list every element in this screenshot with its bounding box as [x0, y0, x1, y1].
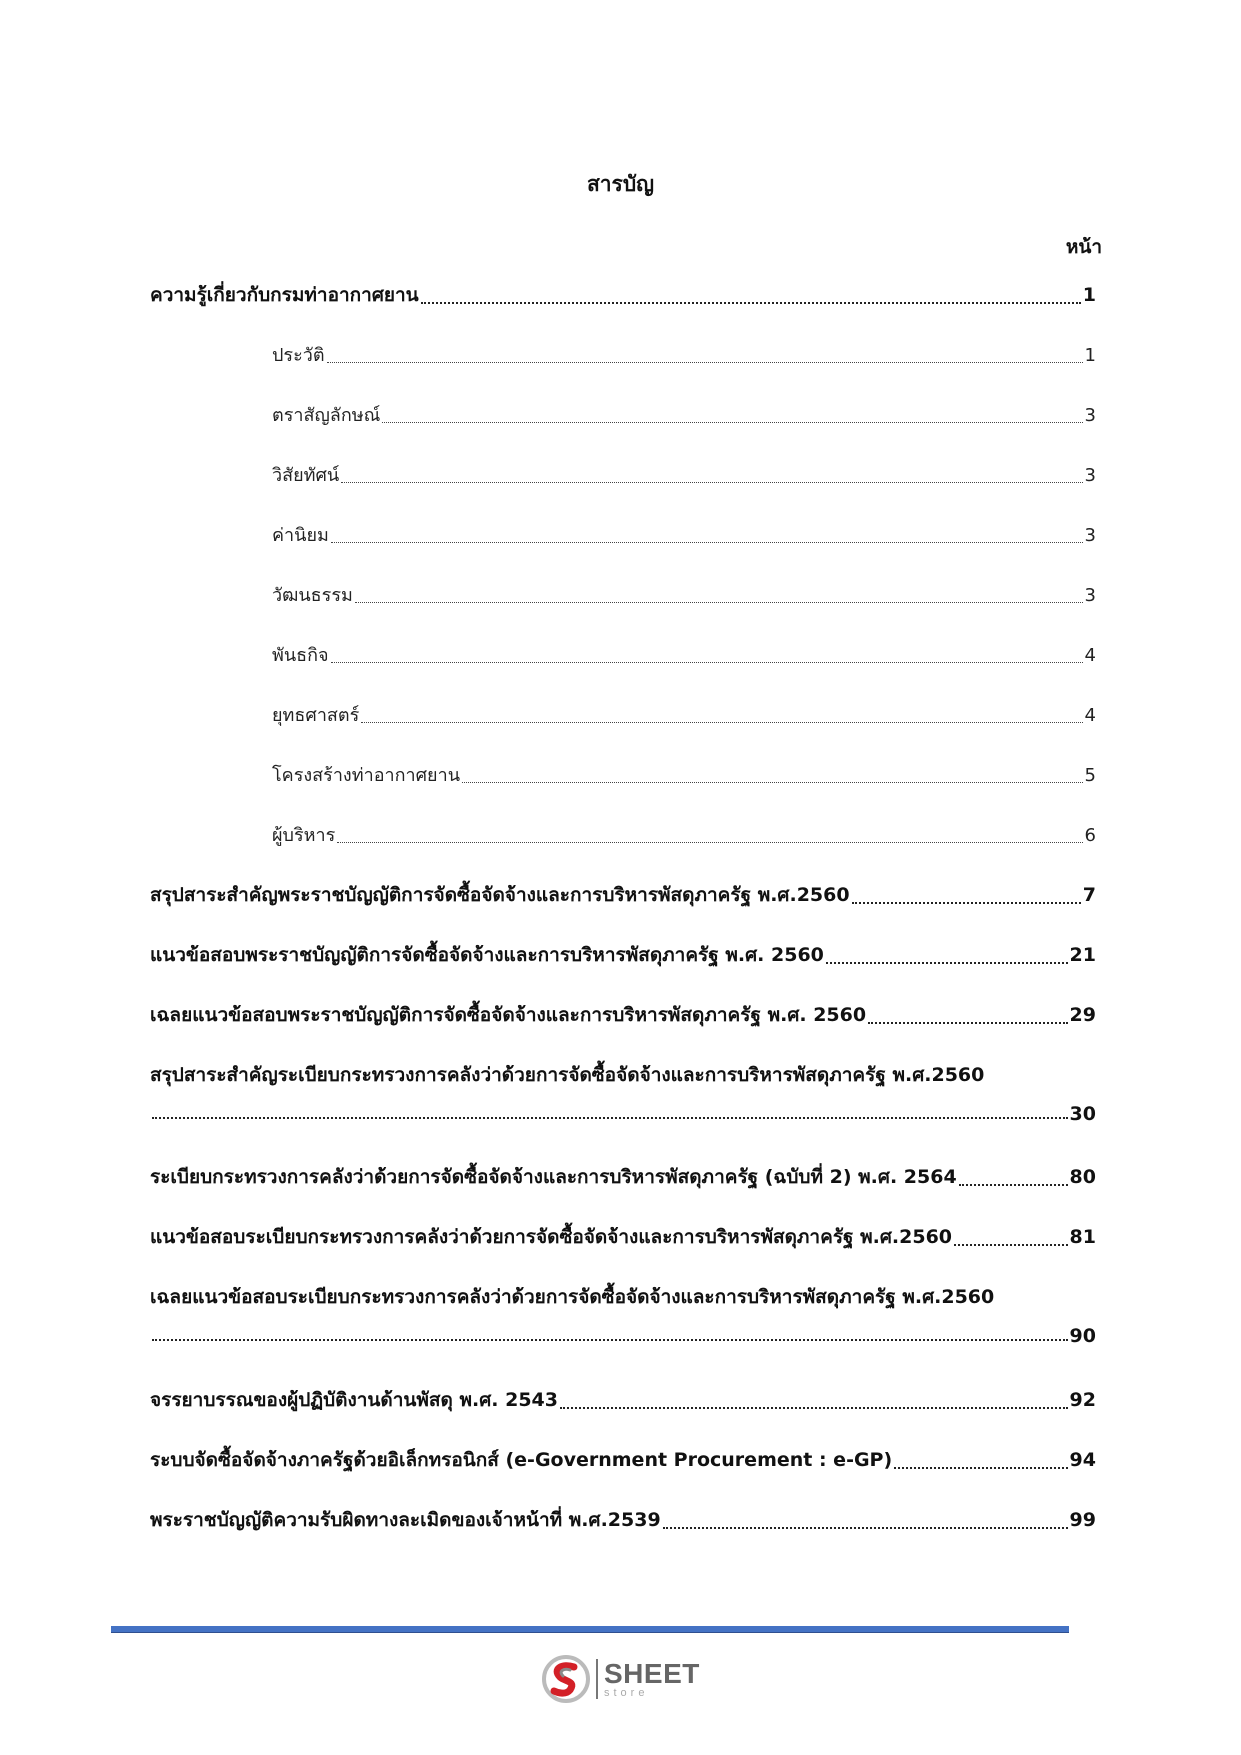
- dot-leader: [421, 302, 1081, 304]
- dot-leader: [331, 662, 1083, 663]
- dot-leader: [152, 1339, 1068, 1341]
- dot-leader: [868, 1022, 1067, 1024]
- toc-subentry[interactable]: [272, 640, 1096, 669]
- toc-entry-page: 4: [1084, 645, 1096, 666]
- toc-entry[interactable]: [150, 1505, 1096, 1535]
- toc-subentry[interactable]: [272, 820, 1096, 849]
- toc-entry-text: โครงสร้างท่าอากาศยาน: [272, 765, 460, 786]
- toc-entry-page: 30: [1069, 1103, 1096, 1125]
- page-column-header: หน้า: [1065, 236, 1102, 258]
- toc-entry-text: แนวข้อสอบระเบียบกระทรวงการคลังว่าด้วยการจัดซื้อจัดจ้างและการบริหารพัสดุภาครัฐ พ.ศ.2560: [150, 1226, 953, 1248]
- toc-entry-page: 99: [1069, 1509, 1096, 1531]
- dot-leader: [327, 362, 1083, 363]
- toc-entry-page: 5: [1084, 765, 1096, 786]
- toc-entry-text: พันธกิจ: [272, 645, 329, 666]
- toc-subentry[interactable]: [272, 400, 1096, 429]
- dot-leader: [355, 602, 1083, 603]
- toc-subentry[interactable]: [272, 460, 1096, 489]
- toc-subentry[interactable]: [272, 580, 1096, 609]
- toc-entry[interactable]: [150, 940, 1096, 970]
- dot-leader: [361, 722, 1082, 723]
- toc-entry-wrapped-line1[interactable]: [150, 1282, 1096, 1312]
- toc-entry-text: ค่านิยม: [272, 525, 329, 546]
- toc-entry[interactable]: [150, 1445, 1096, 1475]
- toc-entry-text: แนวข้อสอบพระราชบัญญัติการจัดซื้อจัดจ้างและการบริหารพัสดุภาครัฐ พ.ศ. 2560: [150, 944, 824, 966]
- toc-entry-page: 3: [1084, 405, 1096, 426]
- toc-entry-page: 94: [1069, 1449, 1096, 1471]
- toc-entry-text: เฉลยแนวข้อสอบพระราชบัญญัติการจัดซื้อจัดจ้างและการบริหารพัสดุภาครัฐ พ.ศ. 2560: [150, 1004, 867, 1026]
- logo-wordmark: [604, 1657, 700, 1699]
- toc-entry-text: ความรู้เกี่ยวกับกรมท่าอากาศยาน: [150, 284, 419, 306]
- toc-entry-page: 81: [1069, 1226, 1096, 1248]
- toc-entry-page: 3: [1084, 585, 1096, 606]
- dot-leader: [560, 1407, 1068, 1409]
- dot-leader: [894, 1467, 1067, 1469]
- dot-leader: [331, 542, 1083, 543]
- toc-entry-wrapped-line1[interactable]: [150, 1060, 1096, 1090]
- toc-subentry[interactable]: [272, 340, 1096, 369]
- dot-leader: [337, 842, 1082, 843]
- logo-subword: store: [604, 1686, 649, 1699]
- toc-entry-page: 4: [1084, 705, 1096, 726]
- toc-entry-text: ระบบจัดซื้อจัดจ้างภาครัฐด้วยอิเล็กทรอนิกส์ (e-Government Procurement : e-GP): [150, 1449, 893, 1471]
- toc-entry[interactable]: [150, 1162, 1096, 1192]
- toc-entry-wrapped-line2[interactable]: [150, 1325, 1096, 1347]
- toc-entry[interactable]: [150, 280, 1096, 310]
- toc-entry-text: สรุปสาระสำคัญระเบียบกระทรวงการคลังว่าด้วยการจัดซื้อจัดจ้างและการบริหารพัสดุภาครัฐ พ.ศ.2560: [150, 1064, 985, 1086]
- toc-entry-wrapped-line2[interactable]: [150, 1103, 1096, 1125]
- dot-leader: [959, 1184, 1068, 1186]
- toc-entry[interactable]: [150, 1222, 1096, 1252]
- toc-entry-page: 90: [1069, 1325, 1096, 1347]
- dot-leader: [462, 782, 1083, 783]
- toc-entry-text: จรรยาบรรณของผู้ปฏิบัติงานด้านพัสดุ พ.ศ. 2543: [150, 1389, 558, 1411]
- toc-entry-page: 3: [1084, 465, 1096, 486]
- toc-entry[interactable]: [150, 880, 1096, 910]
- toc-entry-page: 7: [1082, 884, 1096, 906]
- toc-entry-page: 1: [1084, 345, 1096, 366]
- dot-leader: [852, 902, 1081, 904]
- toc-entry-text: วัฒนธรรม: [272, 585, 353, 606]
- toc-entry-text: ประวัติ: [272, 345, 325, 366]
- dot-leader: [382, 422, 1082, 423]
- logo-word: SHEET: [604, 1657, 700, 1689]
- toc-title: สารบัญ: [586, 172, 655, 196]
- toc-entry-text: วิสัยทัศน์: [272, 465, 340, 486]
- footer-divider-bar: [111, 1626, 1069, 1633]
- dot-leader: [826, 962, 1068, 964]
- toc-entry-text: ตราสัญลักษณ์: [272, 405, 381, 426]
- table-of-contents: [0, 280, 1241, 1580]
- toc-entry-page: 1: [1082, 284, 1096, 306]
- toc-entry[interactable]: [150, 1385, 1096, 1415]
- toc-entry-page: 29: [1069, 1004, 1096, 1026]
- toc-entry-page: 3: [1084, 525, 1096, 546]
- toc-entry-page: 21: [1069, 944, 1096, 966]
- sheet-store-s-logo-icon: [540, 1653, 592, 1705]
- toc-entry-page: 80: [1069, 1166, 1096, 1188]
- toc-entry-page: 92: [1069, 1389, 1096, 1411]
- toc-entry-text: ยุทธศาสตร์: [272, 705, 360, 726]
- toc-entry-text: ระเบียบกระทรวงการคลังว่าด้วยการจัดซื้อจัดจ้างและการบริหารพัสดุภาครัฐ (ฉบับที่ 2) พ.ศ. 2564: [150, 1166, 957, 1188]
- toc-entry-text: เฉลยแนวข้อสอบระเบียบกระทรวงการคลังว่าด้วยการจัดซื้อจัดจ้างและการบริหารพัสดุภาครัฐ พ.ศ.2560: [150, 1286, 995, 1308]
- toc-subentry[interactable]: [272, 760, 1096, 789]
- toc-entry-page: 6: [1084, 825, 1096, 846]
- toc-entry[interactable]: [150, 1000, 1096, 1030]
- toc-entry-text: พระราชบัญญัติความรับผิดทางละเมิดของเจ้าหน้าที่ พ.ศ.2539: [150, 1509, 661, 1531]
- dot-leader: [663, 1527, 1068, 1529]
- toc-entry-text: ผู้บริหาร: [272, 825, 336, 846]
- dot-leader: [341, 482, 1082, 483]
- sheet-store-logo: [540, 1653, 710, 1705]
- dot-leader: [954, 1244, 1068, 1246]
- toc-subentry[interactable]: [272, 520, 1096, 549]
- toc-entry-text: สรุปสาระสำคัญพระราชบัญญัติการจัดซื้อจัดจ้างและการบริหารพัสดุภาครัฐ พ.ศ.2560: [150, 884, 850, 906]
- dot-leader: [152, 1117, 1068, 1119]
- toc-subentry[interactable]: [272, 700, 1096, 729]
- logo-divider: [596, 1659, 598, 1699]
